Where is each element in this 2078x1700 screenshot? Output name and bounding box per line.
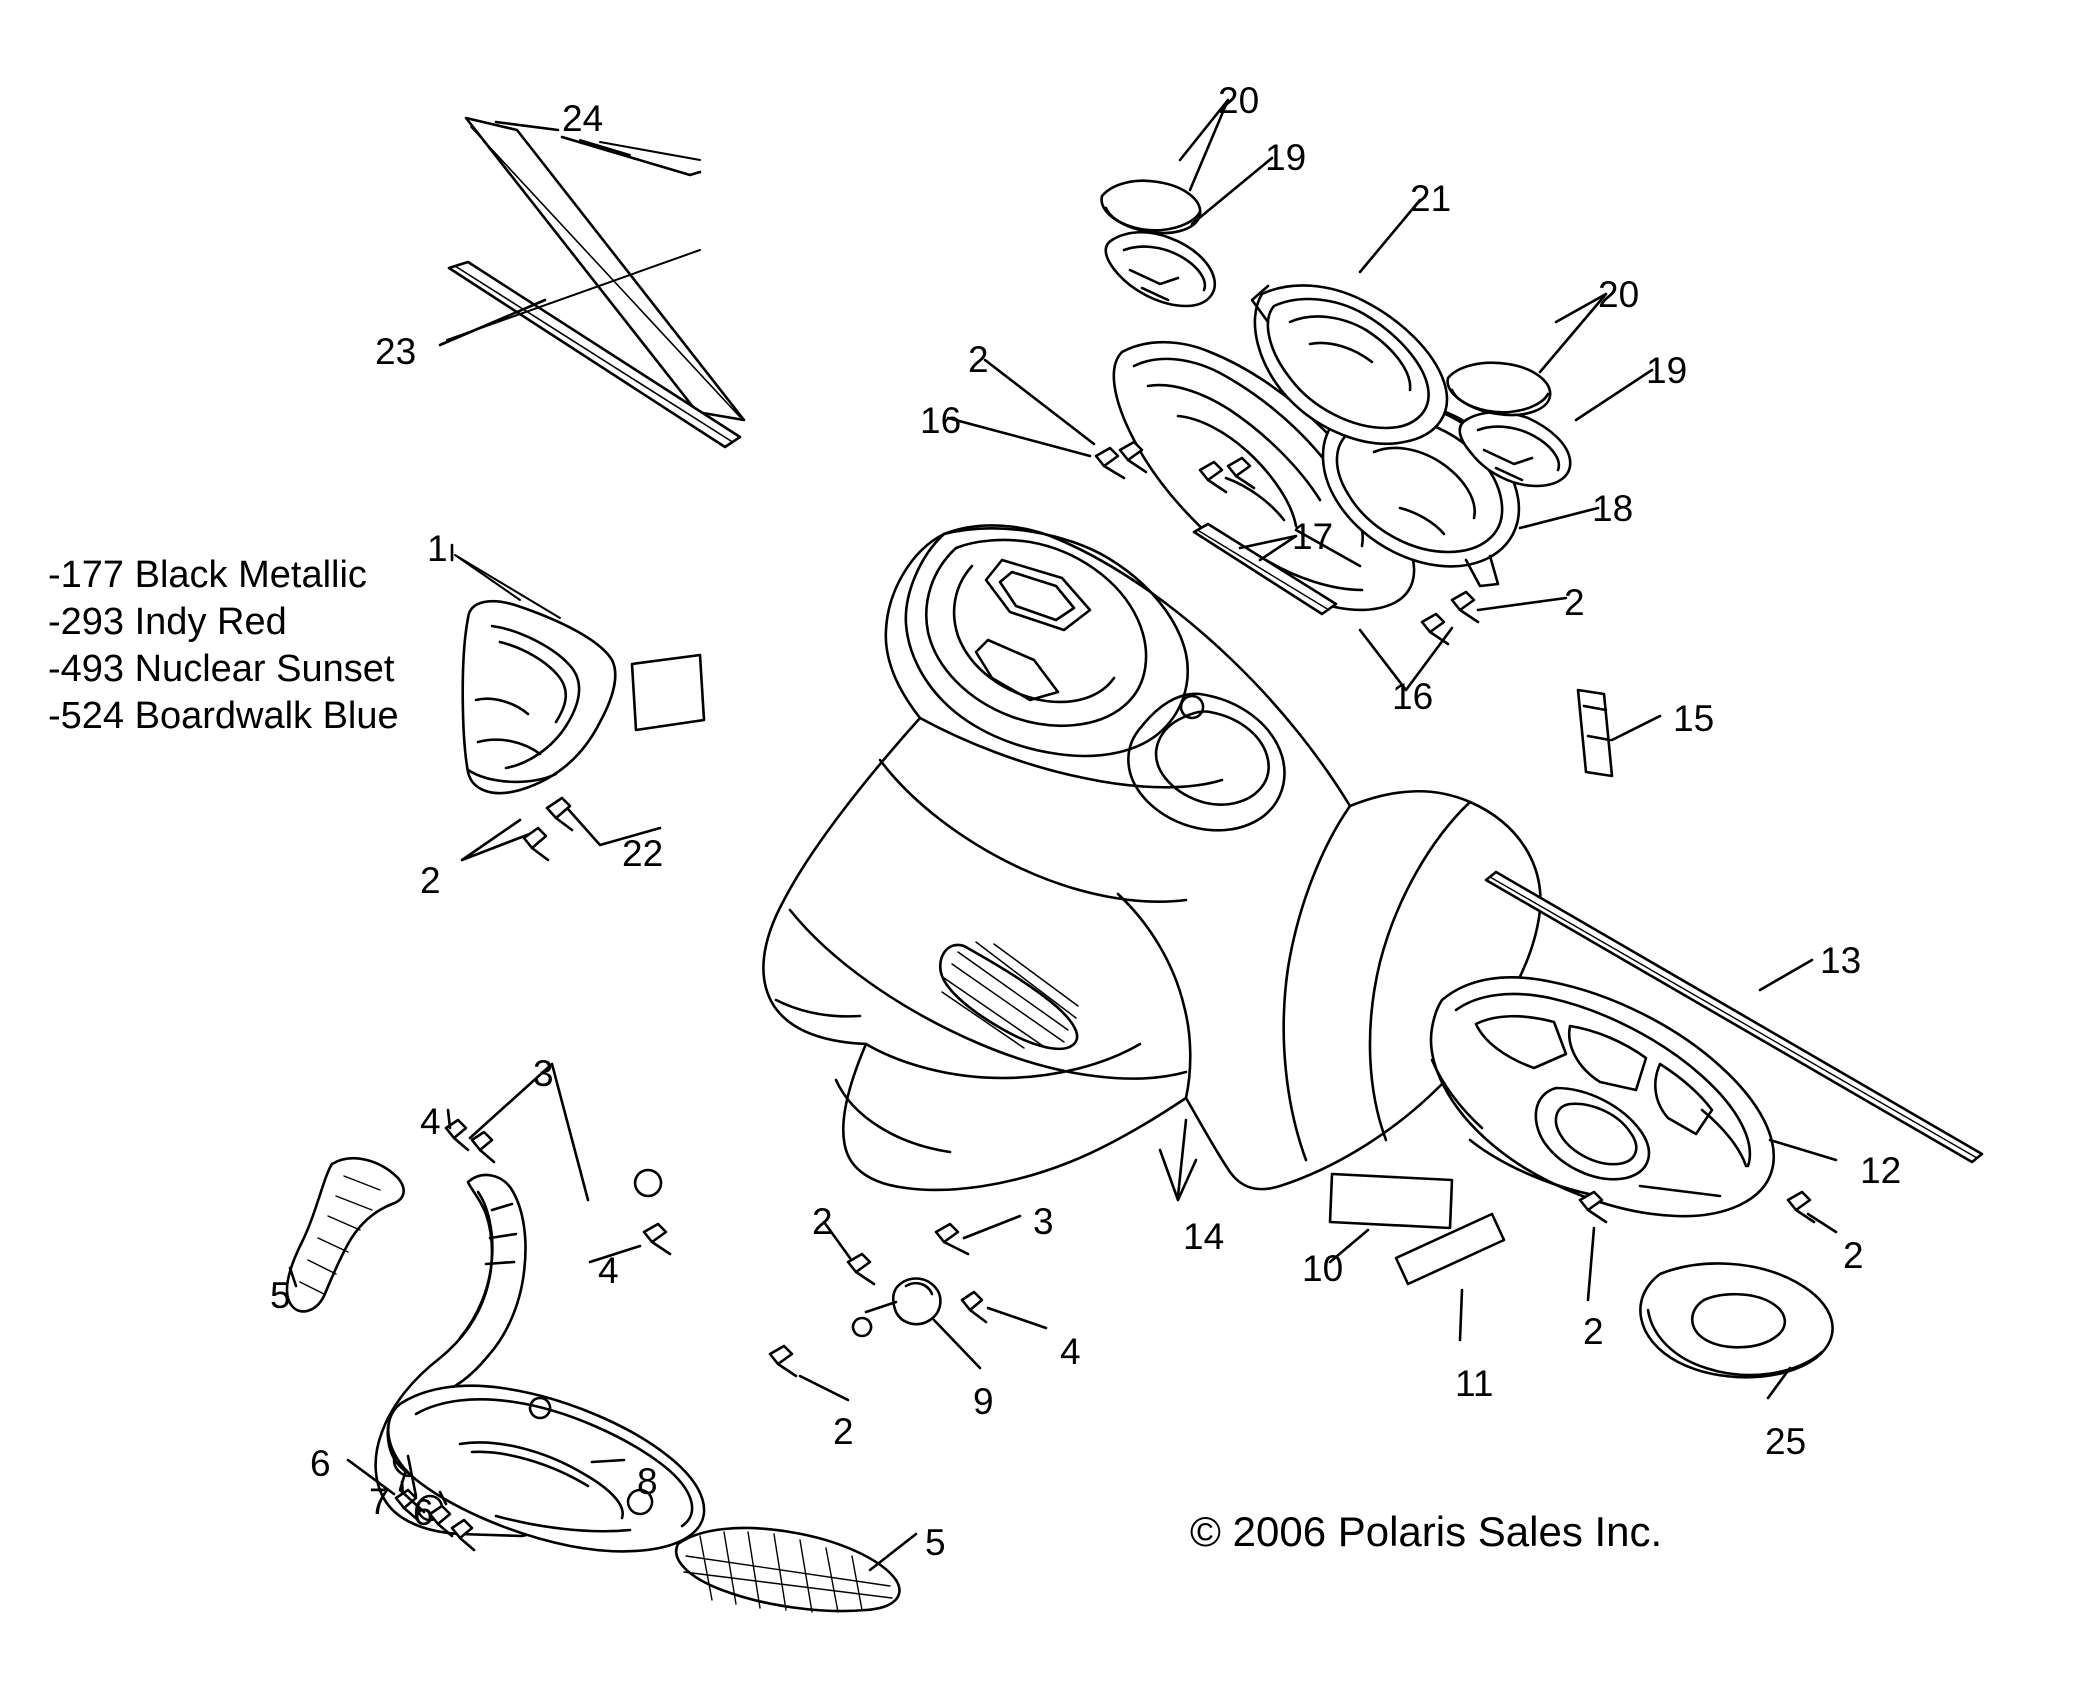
callout-3-center: 3 (1033, 1201, 1054, 1242)
part-22-decal (632, 655, 704, 730)
callout-22: 22 (622, 833, 664, 874)
callout-2-tray-right: 2 (1843, 1235, 1864, 1276)
callout-7: 7 (369, 1481, 390, 1522)
fastener-16-a (1096, 448, 1124, 478)
callout-21: 21 (1410, 178, 1452, 219)
callout-2-left: 2 (420, 860, 441, 901)
part-24-trim-strip (466, 118, 744, 420)
fastener-bolt-left-a (547, 798, 572, 830)
callout-11: 11 (1455, 1363, 1494, 1404)
callout-3-left: 3 (533, 1053, 554, 1094)
callout-14: 14 (1183, 1216, 1225, 1257)
callout-24: 24 (562, 98, 604, 139)
callout-15: 15 (1673, 698, 1715, 739)
part-19-switch-plate-left (1106, 232, 1215, 306)
color-legend (48, 552, 399, 740)
callout-4-mid: 4 (598, 1250, 619, 1291)
callout-6-b: 6 (413, 1492, 434, 1533)
fastener-4-b (472, 1132, 494, 1162)
fastener-2-center (848, 1254, 874, 1284)
callout-4-center: 4 (1060, 1331, 1081, 1372)
callout-5-left: 5 (270, 1275, 291, 1316)
callout-20-upper: 20 (1218, 80, 1260, 121)
fastener-2-board (770, 1346, 796, 1376)
callout-6-a: 6 (310, 1443, 331, 1484)
callout-16-left: 16 (920, 400, 962, 441)
callout-25: 25 (1765, 1421, 1807, 1462)
callout-20-right: 20 (1598, 274, 1640, 315)
callout-4-left: 4 (420, 1101, 441, 1142)
part-20-switch-cap-left (1102, 181, 1201, 233)
fastener-4-d (962, 1292, 986, 1322)
part-1-side-panel (463, 601, 615, 793)
callout-12: 12 (1860, 1150, 1902, 1191)
part-5-running-board-mat-right (676, 1528, 899, 1612)
callout-2-center: 2 (812, 1201, 833, 1242)
callout-2-console: 2 (968, 339, 989, 380)
callout-2-tray: 2 (1583, 1311, 1604, 1352)
part-10-decal (1330, 1174, 1452, 1228)
callout-9: 9 (973, 1381, 994, 1422)
callout-13: 13 (1820, 940, 1862, 981)
callout-10: 10 (1302, 1248, 1344, 1289)
part-5-running-board-mat-left (287, 1158, 404, 1311)
callout-19-upper: 19 (1265, 137, 1307, 178)
part-25-tape-roll (1640, 1264, 1832, 1378)
part-9-clip (853, 1279, 940, 1336)
color-legend-item-1: -293 Indy Red (48, 601, 287, 643)
color-legend-item-2: -493 Nuclear Sunset (48, 648, 395, 690)
callout-17: 17 (1292, 516, 1334, 557)
callout-23: 23 (375, 331, 417, 372)
part-15-bracket (1578, 690, 1612, 776)
fastener-2-right (1788, 1192, 1814, 1222)
fastener-4-c (644, 1224, 670, 1254)
color-legend-item-0: -177 Black Metallic (48, 554, 367, 596)
copyright-notice: © 2006 Polaris Sales Inc. (1190, 1508, 1663, 1555)
part-23-trim-strip (449, 262, 740, 447)
callout-19-right: 19 (1646, 350, 1688, 391)
fastener-bolt-left-b (524, 828, 548, 860)
part-20-switch-cap-right (1448, 363, 1551, 415)
fastener-2-group-b (1422, 592, 1478, 644)
callout-2-console-right: 2 (1564, 582, 1585, 623)
part-14-hood-assembly (635, 525, 1540, 1196)
callout-16-right: 16 (1392, 676, 1434, 717)
callout-18: 18 (1592, 488, 1634, 529)
callout-8: 8 (637, 1461, 658, 1502)
callout-5-right: 5 (925, 1522, 946, 1563)
callout-1: 1 (427, 528, 448, 569)
color-legend-item-3: -524 Boardwalk Blue (48, 695, 399, 737)
callout-2-board: 2 (833, 1411, 854, 1452)
